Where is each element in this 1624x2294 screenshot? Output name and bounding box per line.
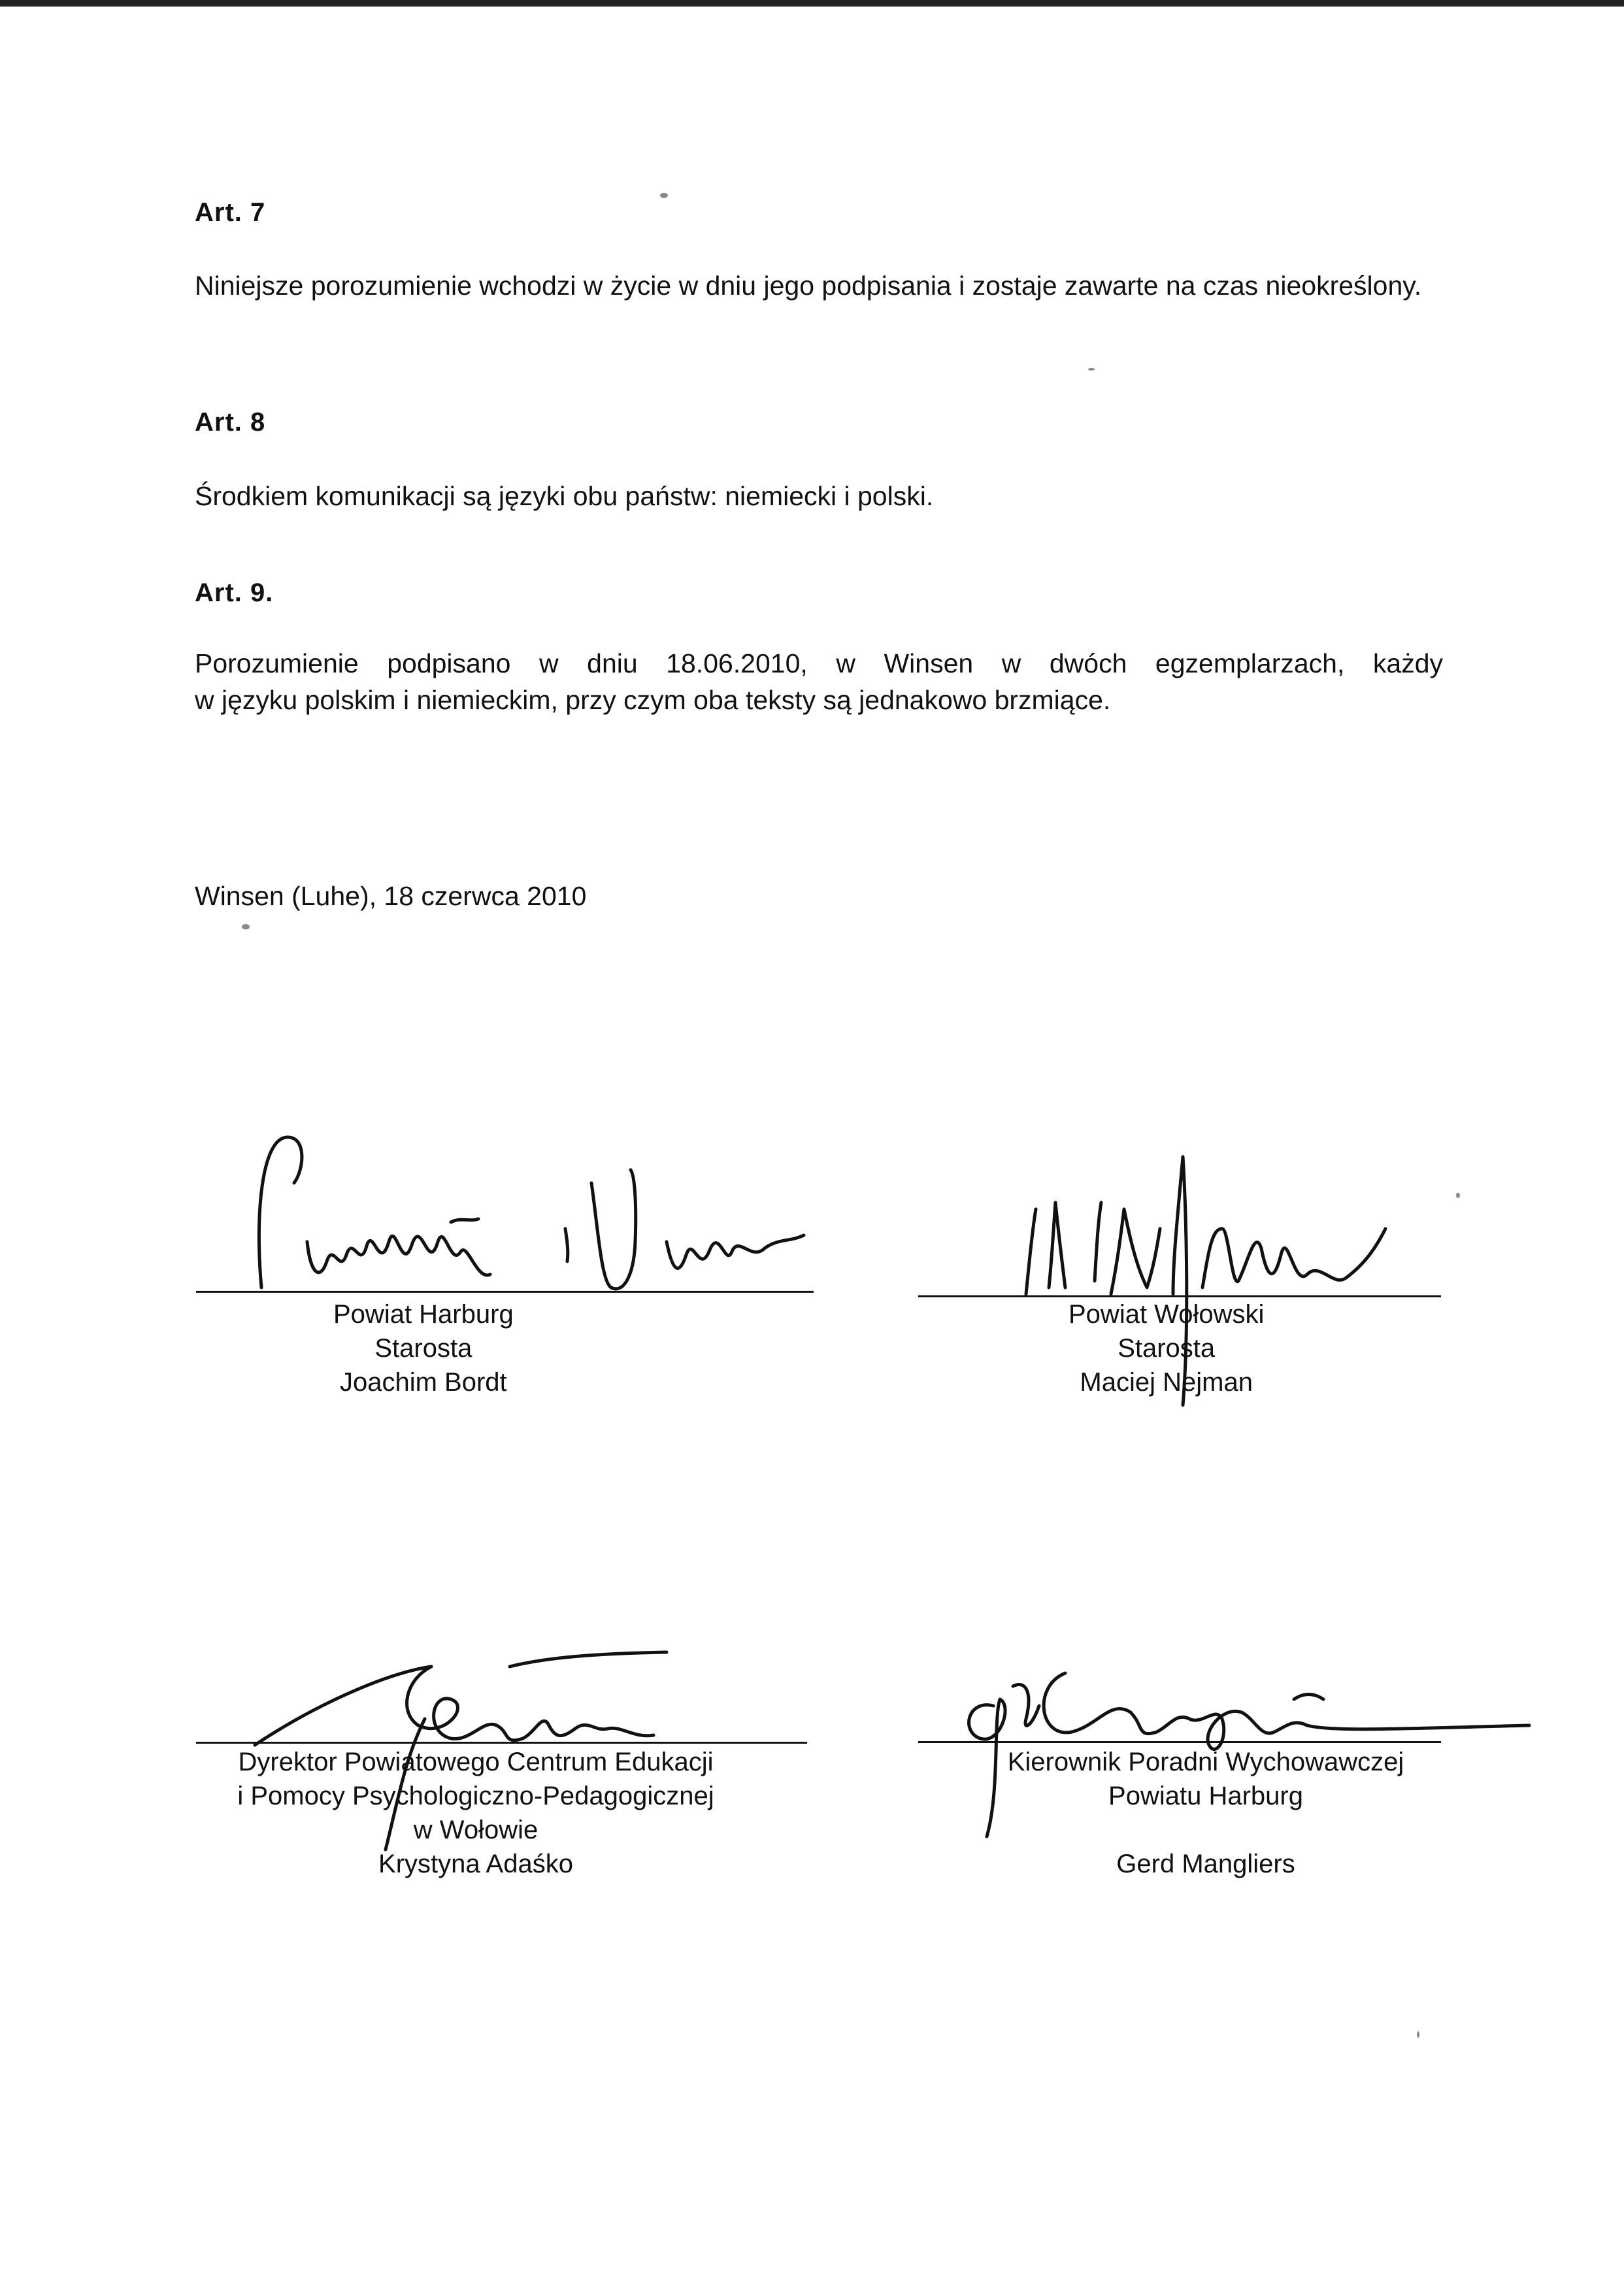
article-9-heading: Art. 9. — [195, 578, 274, 607]
signatory-adasko — [195, 1745, 757, 1881]
article-8-paragraph: Środkiem komunikacji są języki obu państw: niemiecki i polski. — [195, 481, 934, 511]
place-and-date: Winsen (Luhe), 18 czerwca 2010 — [195, 881, 587, 911]
signature-line-harburg — [196, 1291, 814, 1293]
signatory-wolowski-office: Powiat Wołowski — [1069, 1300, 1265, 1329]
scan-top-edge — [0, 0, 1624, 7]
signatory-wolowski-title: Starosta — [1118, 1334, 1216, 1363]
scan-speck — [242, 924, 250, 929]
signature-line-adasko — [196, 1742, 807, 1744]
article-8-heading: Art. 8 — [195, 408, 266, 437]
signatory-harburg-office: Powiat Harburg — [333, 1300, 514, 1329]
signatory-harburg-title: Starosta — [374, 1334, 472, 1363]
scan-speck — [660, 193, 668, 198]
signatory-mangliers-title: Kierownik Poradni Wychowawczej — [1007, 1748, 1404, 1776]
article-9-text — [195, 645, 1443, 718]
signature-line-mangliers — [918, 1741, 1441, 1743]
article-9-line-2: w języku polskim i niemieckim, przy czym oba teksty są jednakowo brzmiące. — [195, 685, 1111, 715]
signatory-mangliers — [944, 1745, 1467, 1881]
signatory-adasko-location: w Wołowie — [413, 1816, 539, 1844]
signatory-wolowski-name: Maciej Nejman — [1080, 1368, 1253, 1397]
scan-speck — [1417, 2031, 1419, 2038]
signatory-harburg-name: Joachim Bordt — [340, 1368, 507, 1397]
signature-harburg-image — [235, 1111, 837, 1320]
signatory-mangliers-name: Gerd Mangliers — [1116, 1850, 1295, 1878]
signatory-adasko-name: Krystyna Adaśko — [378, 1850, 573, 1878]
article-8-text — [195, 478, 1443, 514]
scan-speck — [1456, 1193, 1460, 1198]
signatory-harburg — [333, 1297, 514, 1399]
signatory-adasko-title-1: Dyrektor Powiatowego Centrum Edukacji — [238, 1748, 714, 1776]
signatory-mangliers-spacer — [944, 1813, 1467, 1847]
signatory-wolowski — [1069, 1297, 1264, 1399]
scan-speck — [1088, 368, 1095, 371]
article-7-paragraph: Niniejsze porozumienie wchodzi w życie w dniu jego podpisania i zostaje zawarte na czas nieokreślony. — [195, 271, 1422, 301]
signatory-mangliers-office: Powiatu Harburg — [1108, 1782, 1303, 1810]
article-7-heading: Art. 7 — [195, 198, 266, 227]
signatory-adasko-title-2: i Pomocy Psychologiczno-Pedagogicznej — [237, 1782, 714, 1810]
article-7-text — [195, 267, 1443, 304]
article-9-line-1: Porozumienie podpisano w dniu 18.06.2010, w Winsen w dwóch egzemplarzach, każdy — [195, 648, 1443, 678]
